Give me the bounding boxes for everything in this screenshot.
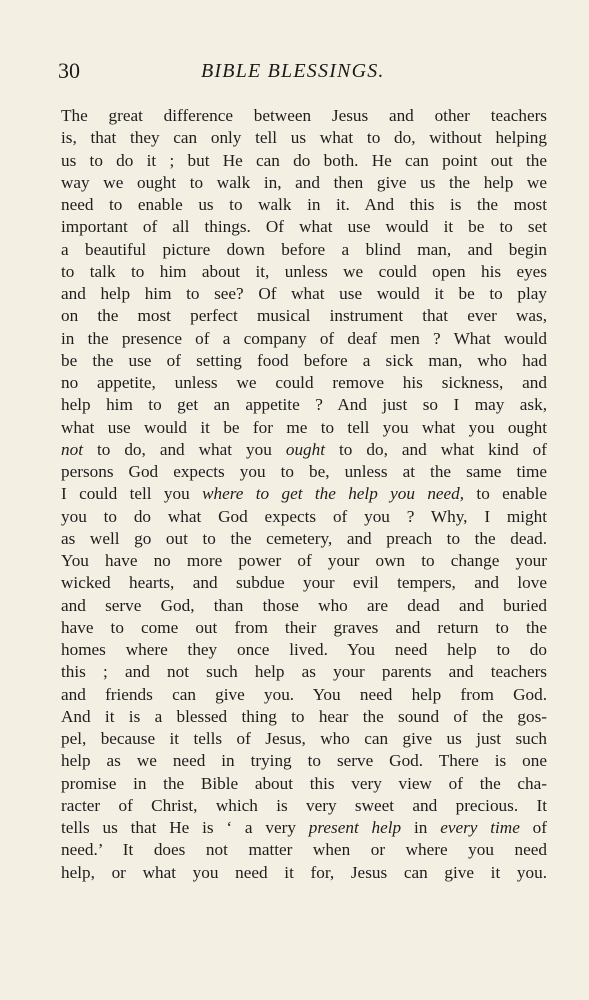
text-run: And it is a blessed thing to hear the sound of the gos- xyxy=(61,706,547,726)
text-line xyxy=(61,595,547,617)
text-line xyxy=(61,394,547,416)
text-run: on the most perfect musical instrument that ever was, xyxy=(61,306,547,326)
text-run: as well go out to the cemetery, and preach to the dead. xyxy=(61,528,547,548)
text-line xyxy=(61,528,547,550)
text-run: us to do it ; but He can do both. He can point out the xyxy=(61,150,547,170)
text-line xyxy=(61,862,547,884)
text-line xyxy=(61,817,547,839)
text-line xyxy=(61,372,547,394)
text-line xyxy=(61,572,547,594)
text-line xyxy=(61,639,547,661)
text-line xyxy=(61,461,547,483)
text-run: to do, and what you xyxy=(82,439,286,459)
text-run: no appetite, unless we could remove his sickness, and xyxy=(61,373,547,392)
text-line xyxy=(61,172,547,194)
text-run: The great difference between Jesus and other teachers xyxy=(61,106,547,125)
text-run: have to come out from their graves and return to the xyxy=(61,617,547,637)
text-line xyxy=(61,127,547,149)
text-run: in the presence of a company of deaf men ? What would xyxy=(61,328,547,348)
text-run: in xyxy=(401,818,441,837)
text-line xyxy=(61,439,547,461)
page-number: 30 xyxy=(58,58,80,83)
text-run: of xyxy=(519,818,547,837)
text-line xyxy=(61,750,547,772)
text-run: way we ought to walk in, and then give us the help we xyxy=(61,172,547,192)
text-line xyxy=(61,417,547,439)
running-title: BIBLE BLESSINGS. xyxy=(201,60,385,82)
text-line xyxy=(61,216,547,238)
body-text xyxy=(61,105,547,884)
text-run: help, or what you need it for, Jesus can give it you. xyxy=(61,862,547,882)
text-line xyxy=(61,550,547,572)
text-line xyxy=(61,328,547,350)
text-run: what use would it be for me to tell you what you ought xyxy=(61,417,547,437)
text-run: be the use of setting food before a sick man, who had xyxy=(61,350,547,370)
text-line xyxy=(61,261,547,283)
text-run: and friends can give you. You need help from God. xyxy=(61,684,547,704)
text-line xyxy=(61,617,547,639)
text-line xyxy=(61,483,547,505)
text-line xyxy=(61,773,547,795)
text-run: persons God expects you to be, unless at the same time xyxy=(61,462,547,481)
text-run: a beautiful picture down before a blind man, and begin xyxy=(61,239,547,259)
text-line xyxy=(61,194,547,216)
text-run: I could tell you xyxy=(61,484,203,504)
text-run: pel, because it tells of Jesus, who can give us just such xyxy=(61,729,547,748)
text-line xyxy=(61,795,547,817)
text-run: racter of Christ, which is very sweet and precious. It xyxy=(61,795,547,815)
text-run: need.’ It does not matter when or where you need xyxy=(61,840,547,860)
text-run: tells us that He is ‘ a very xyxy=(61,818,309,837)
text-run: to talk to him about it, unless we could open his eyes xyxy=(61,261,547,281)
page-header xyxy=(58,56,548,88)
text-line xyxy=(61,305,547,327)
text-run: need to enable us to walk in it. And this is the most xyxy=(61,195,547,214)
text-line xyxy=(61,350,547,372)
text-run: and serve God, than those who are dead and buried xyxy=(61,595,547,615)
text-line xyxy=(61,839,547,861)
text-run: You have no more power of your own to change your xyxy=(61,551,547,570)
text-line xyxy=(61,728,547,750)
text-line xyxy=(61,105,547,127)
text-run: and help him to see? Of what use would it be to play xyxy=(61,284,547,303)
text-run: help as we need in trying to serve God. There is one xyxy=(61,751,547,771)
text-run: help him to get an appetite ? And just so I may ask, xyxy=(61,395,547,415)
text-run: you to do what God expects of you ? Why, I might xyxy=(61,506,547,526)
italic-text: where to get the help you need, xyxy=(202,484,465,504)
text-run: wicked hearts, and subdue your evil tempers, and love xyxy=(61,573,547,593)
text-run: promise in the Bible about this very view of the cha- xyxy=(61,773,547,793)
italic-text: present help xyxy=(308,818,402,837)
text-run: important of all things. Of what use would it be to set xyxy=(61,217,547,237)
text-line xyxy=(61,283,547,305)
text-line xyxy=(61,706,547,728)
text-run: homes where they once lived. You need help to do xyxy=(61,640,547,659)
italic-text: ought xyxy=(285,439,326,459)
text-line xyxy=(61,684,547,706)
text-line xyxy=(61,150,547,172)
text-line xyxy=(61,661,547,683)
text-run: is, that they can only tell us what to do, without helping xyxy=(61,128,547,148)
italic-text: not xyxy=(61,439,83,459)
italic-text: every time xyxy=(440,818,520,837)
text-line xyxy=(61,506,547,528)
text-run: to enable xyxy=(464,484,547,504)
text-line xyxy=(61,239,547,261)
text-run: to do, and what kind of xyxy=(325,439,547,459)
text-run: this ; and not such help as your parents and teachers xyxy=(61,662,547,682)
